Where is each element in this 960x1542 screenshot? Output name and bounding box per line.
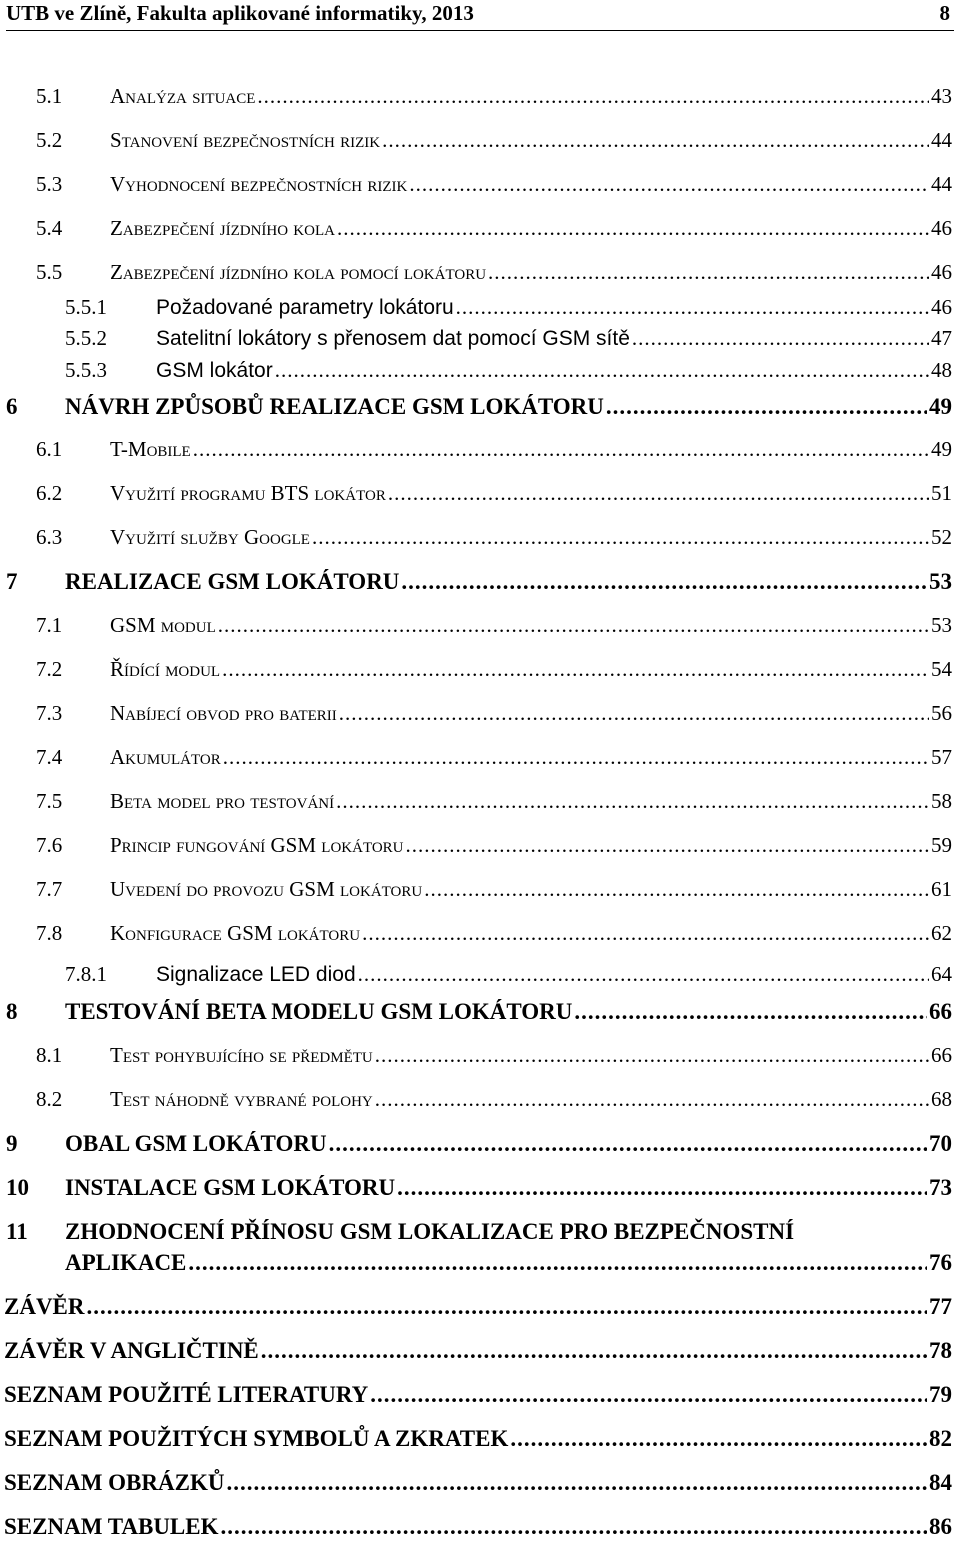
toc-entry-number: 5.3 (36, 172, 63, 196)
toc-leader-dots (275, 358, 929, 383)
toc-leader-dots (424, 877, 929, 902)
toc-leader-dots (488, 260, 929, 285)
toc-entry-title: SEZNAM POUŽITÉ LITERATURY (4, 1382, 369, 1407)
toc-entry-number: 5.5 (36, 260, 63, 284)
toc-leader-dots (375, 1043, 929, 1068)
toc-entry-title: Využití služby Google (110, 525, 310, 549)
toc-entry-title: Analýza situace (110, 84, 256, 108)
toc-entry[interactable] (6, 569, 952, 595)
toc-entry-title: GSM lokátor (156, 359, 273, 382)
toc-leader-dots (329, 1131, 927, 1157)
toc-entry[interactable] (36, 877, 952, 902)
toc-entry-title: Požadované parametry lokátoru (156, 296, 454, 319)
toc-entry[interactable] (36, 789, 952, 814)
toc-entry-page: 61 (931, 877, 952, 901)
toc-entry-page: 77 (929, 1294, 952, 1319)
toc-entry-number: 6.1 (36, 437, 63, 461)
toc-entry-title: Akumulátor (110, 745, 221, 769)
toc-entry[interactable] (36, 84, 952, 109)
toc-entry[interactable] (36, 481, 952, 506)
toc-entry-page: 73 (929, 1175, 952, 1200)
toc-leader-dots (388, 481, 929, 506)
toc-entry-number: 6.3 (36, 525, 63, 549)
toc-entry[interactable] (4, 1470, 952, 1496)
toc-leader-dots (375, 1087, 929, 1112)
toc-entry[interactable] (4, 1294, 952, 1320)
toc-entry-title: Využití programu BTS lokátor (110, 481, 386, 505)
toc-entry-title: Satelitní lokátory s přenosem dat pomocí GSM sítě (156, 327, 630, 350)
toc-entry-page: 44 (931, 172, 952, 196)
toc-entry-page: 59 (931, 833, 952, 857)
toc-entry[interactable] (36, 921, 952, 946)
toc-entry-page: 46 (931, 295, 952, 319)
toc-entry-page: 84 (929, 1470, 952, 1495)
toc-entry-title: SEZNAM POUŽITÝCH SYMBOLŮ A ZKRATEK (4, 1426, 509, 1451)
toc-entry[interactable] (6, 394, 952, 420)
toc-entry[interactable] (6, 999, 952, 1025)
toc-entry[interactable] (36, 745, 952, 770)
toc-entry[interactable] (6, 1131, 952, 1157)
toc-leader-dots (218, 613, 929, 638)
toc-entry-number: 7.6 (36, 833, 63, 857)
toc-entry-page: 76 (929, 1250, 952, 1275)
toc-entry-page: 48 (931, 358, 952, 382)
toc-entry-page: 70 (929, 1131, 952, 1156)
toc-leader-dots (223, 745, 929, 770)
toc-entry-title: INSTALACE GSM LOKÁTORU (65, 1175, 396, 1200)
toc-leader-dots (257, 84, 929, 109)
toc-entry-number: 7.3 (36, 701, 63, 725)
toc-entry[interactable] (65, 1250, 952, 1276)
toc-leader-dots (221, 1514, 927, 1540)
toc-leader-dots (362, 921, 929, 946)
toc-entry[interactable] (6, 1175, 952, 1201)
toc-entry-page: 43 (931, 84, 952, 108)
toc-entry[interactable] (65, 295, 952, 320)
toc-leader-dots (358, 962, 929, 987)
toc-entry-multiline[interactable] (6, 1219, 795, 1245)
toc-entry-number: 8.1 (36, 1043, 63, 1067)
toc-entry[interactable] (36, 260, 952, 285)
toc-entry-number: 9 (6, 1131, 18, 1156)
toc-entry[interactable] (36, 525, 952, 550)
toc-entry-number: 10 (6, 1175, 29, 1200)
toc-leader-dots (336, 789, 929, 814)
toc-entry-page: 47 (931, 326, 952, 350)
page-number: 8 (939, 1, 950, 25)
toc-leader-dots (409, 172, 929, 197)
toc-entry-title: Princip fungování GSM lokátoru (110, 833, 404, 857)
toc-entry-page: 68 (931, 1087, 952, 1111)
toc-entry-number: 7.1 (36, 613, 63, 637)
header-title: UTB ve Zlíně, Fakulta aplikované informatiky, 2013 (6, 1, 474, 25)
toc-entry-title-continued: APLIKACE (65, 1250, 187, 1275)
toc-entry-title: Test náhodně vybrané polohy (110, 1087, 373, 1111)
toc-entry-title: Uvedení do provozu GSM lokátoru (110, 877, 423, 901)
toc-entry[interactable] (36, 437, 952, 462)
toc-entry-number: 8.2 (36, 1087, 63, 1111)
toc-entry-number: 7.4 (36, 745, 63, 769)
toc-leader-dots (574, 999, 927, 1025)
toc-leader-dots (222, 657, 929, 682)
toc-entry[interactable] (36, 1043, 952, 1068)
toc-leader-dots (312, 525, 929, 550)
toc-entry[interactable] (36, 128, 952, 153)
toc-entry-title: Stanovení bezpečnostních rizik (110, 128, 381, 152)
toc-entry[interactable] (36, 1087, 952, 1112)
toc-entry-title: Beta model pro testování (110, 789, 335, 813)
toc-entry[interactable] (36, 216, 952, 241)
toc-entry-page: 86 (929, 1514, 952, 1539)
toc-entry-page: 53 (929, 569, 952, 594)
toc-leader-dots (401, 569, 927, 595)
toc-entry-number: 5.1 (36, 84, 63, 108)
toc-entry-page: 78 (929, 1338, 952, 1363)
toc-entry[interactable] (4, 1382, 952, 1408)
toc-entry-number: 7.8.1 (65, 962, 107, 986)
toc-entry-number: 7.7 (36, 877, 63, 901)
page-header (6, 0, 954, 31)
toc-leader-dots (193, 437, 929, 462)
toc-leader-dots (226, 1470, 927, 1496)
toc-entry-page: 66 (929, 999, 952, 1024)
toc-entry-title: Zabezpečení jízdního kola pomocí lokátoru (110, 260, 487, 284)
toc-entry-page: 49 (931, 437, 952, 461)
toc-entry-number: 6 (6, 394, 18, 419)
toc-entry-page: 56 (931, 701, 952, 725)
toc-entry-page: 57 (931, 745, 952, 769)
toc-entry-page: 52 (931, 525, 952, 549)
toc-entry-title: SEZNAM OBRÁZKŮ (4, 1470, 225, 1495)
toc-leader-dots (382, 128, 929, 153)
toc-leader-dots (456, 295, 929, 320)
toc-leader-dots (370, 1382, 927, 1408)
toc-leader-dots (406, 833, 929, 858)
toc-entry[interactable] (65, 358, 952, 383)
toc-entry[interactable] (4, 1514, 952, 1540)
toc-entry-title: ZÁVĚR V ANGLIČTINĚ (4, 1338, 259, 1363)
toc-leader-dots (339, 701, 929, 726)
toc-entry-page: 58 (931, 789, 952, 813)
toc-entry-title: SEZNAM TABULEK (4, 1514, 219, 1539)
toc-entry-number: 6.2 (36, 481, 63, 505)
toc-entry[interactable] (4, 1426, 952, 1452)
toc-entry-title: ZÁVĚR (4, 1294, 85, 1319)
toc-entry-title: Řídící modul (110, 657, 221, 681)
toc-leader-dots (632, 326, 929, 351)
toc-entry-title: GSM modul (110, 613, 216, 637)
toc-entry-number: 11 (6, 1219, 28, 1244)
toc-entry-page: 53 (931, 613, 952, 637)
toc-entry-page: 51 (931, 481, 952, 505)
toc-entry-title: Test pohybujícího se předmětu (110, 1043, 373, 1067)
toc-leader-dots (397, 1175, 927, 1201)
toc-entry-page: 54 (931, 657, 952, 681)
toc-entry-number: 8 (6, 999, 18, 1024)
toc-entry-number: 5.2 (36, 128, 63, 152)
toc-entry-number: 5.5.1 (65, 295, 107, 319)
toc-leader-dots (337, 216, 929, 241)
toc-entry-title: TESTOVÁNÍ BETA MODELU GSM LOKÁTORU (65, 999, 573, 1024)
toc-entry-number: 7.2 (36, 657, 63, 681)
toc-entry-page: 79 (929, 1382, 952, 1407)
toc-entry-page: 46 (931, 260, 952, 284)
toc-entry-number: 5.5.2 (65, 326, 107, 350)
toc-entry-title: Konfigurace GSM lokátoru (110, 921, 361, 945)
toc-entry-title: NÁVRH ZPŮSOBŮ REALIZACE GSM LOKÁTORU (65, 394, 604, 419)
toc-entry-page: 64 (931, 962, 952, 986)
toc-entry-title: T-Mobile (110, 437, 191, 461)
toc-entry-page: 66 (931, 1043, 952, 1067)
toc-entry-page: 49 (929, 394, 952, 419)
toc-entry-title: Vyhodnocení bezpečnostních rizik (110, 172, 408, 196)
toc-entry[interactable] (36, 657, 952, 682)
toc-leader-dots (606, 394, 927, 420)
toc-entry-title: Zabezpečení jízdního kola (110, 216, 335, 240)
toc-entry[interactable] (36, 701, 952, 726)
toc-entry-page: 46 (931, 216, 952, 240)
toc-entry[interactable] (65, 962, 952, 987)
toc-entry[interactable] (36, 613, 952, 638)
toc-entry-number: 7 (6, 569, 18, 594)
toc-entry-page: 82 (929, 1426, 952, 1451)
toc-leader-dots (87, 1294, 927, 1320)
toc-entry-number: 5.4 (36, 216, 63, 240)
toc-entry-number: 7.5 (36, 789, 63, 813)
toc-leader-dots (188, 1250, 927, 1276)
toc-entry[interactable] (36, 172, 952, 197)
toc-leader-dots (510, 1426, 927, 1452)
toc-entry-number: 5.5.3 (65, 358, 107, 382)
toc-entry[interactable] (65, 326, 952, 351)
toc-entry-number: 7.8 (36, 921, 63, 945)
toc-leader-dots (261, 1338, 927, 1364)
toc-entry-title: ZHODNOCENÍ PŘÍNOSU GSM LOKALIZACE PRO BEZPEČNOSTNÍ (65, 1219, 795, 1244)
toc-entry-title: Nabíjecí obvod pro baterii (110, 701, 337, 725)
toc-entry-title: OBAL GSM LOKÁTORU (65, 1131, 327, 1156)
toc-entry-page: 62 (931, 921, 952, 945)
toc-entry[interactable] (36, 833, 952, 858)
toc-entry-page: 44 (931, 128, 952, 152)
toc-entry[interactable] (4, 1338, 952, 1364)
toc-entry-title: Signalizace LED diod (156, 963, 356, 986)
toc-entry-title: REALIZACE GSM LOKÁTORU (65, 569, 400, 594)
